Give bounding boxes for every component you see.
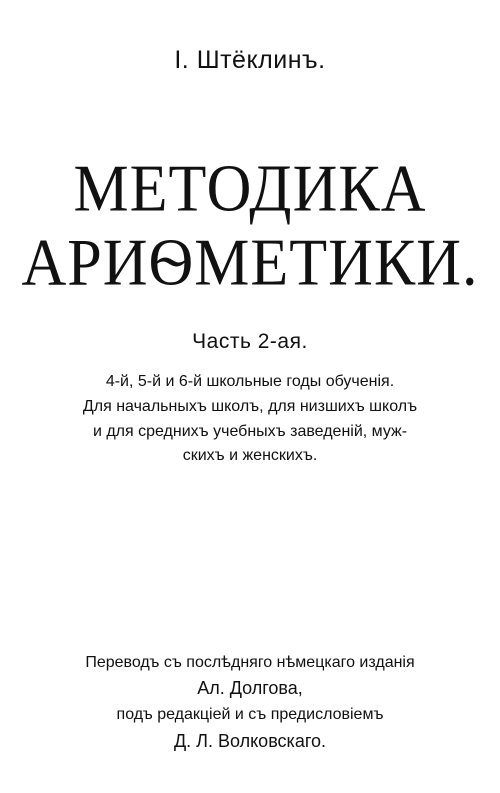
editor-note: подъ редакціей и съ предисловіемъ — [116, 706, 384, 723]
subtitle-line-3: и для среднихъ учебныхъ заведеній, муж- — [92, 423, 408, 440]
translator-name: Ал. Долгова, — [197, 678, 303, 698]
book-title-line-1: МЕТОДИКА — [73, 152, 427, 226]
part-label: Часть 2-ая. — [192, 330, 308, 353]
subtitle-line-4: скихъ и женскихъ. — [182, 447, 318, 464]
editor-name: Д. Л. Волковскаго. — [173, 731, 327, 751]
subtitle-line-2: Для начальныхъ школъ, для низшихъ школъ — [82, 398, 418, 415]
subtitle-line-1: 4-й, 5-й и 6-й школьные годы обученія. — [105, 373, 395, 390]
book-title-line-2: АРИѲМЕТИКИ. — [21, 226, 479, 300]
translation-note: Переводъ съ послѣдняго нѣмецкаго изданія — [85, 654, 415, 671]
author-name: І. Штёклинъ. — [174, 46, 326, 74]
